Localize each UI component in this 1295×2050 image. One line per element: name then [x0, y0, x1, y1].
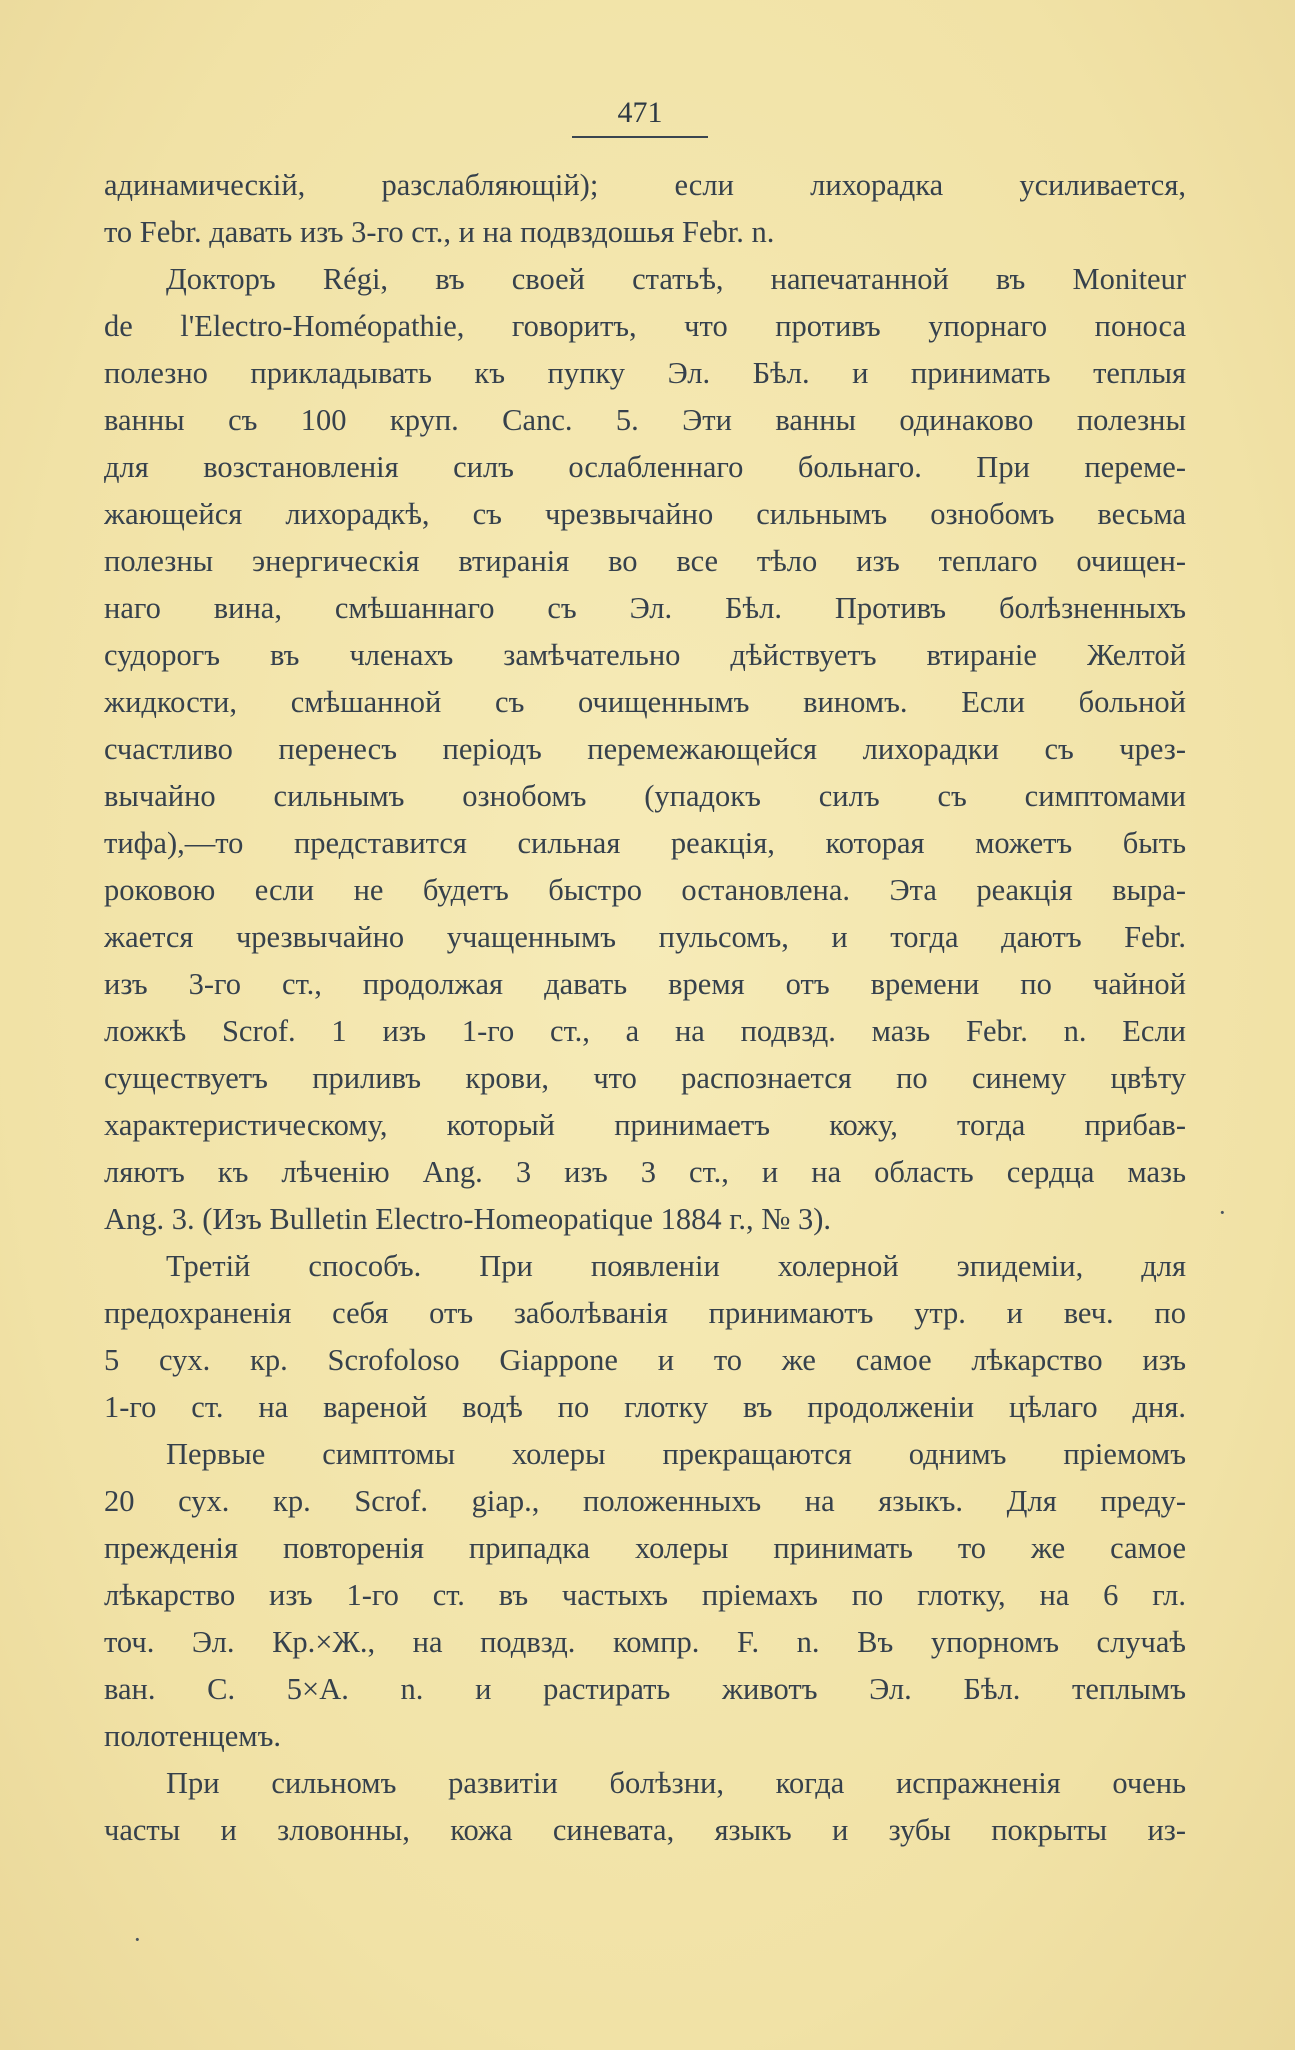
- text-line: полезно прикладывать къ пупку Эл. Бѣл. и принимать теплыя: [104, 356, 1186, 390]
- text-line: изъ 3-го ст., продолжая давать время отъ времени по чайной: [104, 967, 1186, 1001]
- text-line: Третій способъ. При появленіи холерной эпидеміи, для: [166, 1249, 1186, 1283]
- text-line: прежденія повторенія припадка холеры принимать то же самое: [104, 1531, 1186, 1565]
- text-line: то Febr. давать изъ 3-го ст., и на подвздошья Febr. n.: [104, 215, 775, 249]
- text-line: роковою если не будетъ быстро остановлена. Эта реакція выра-: [104, 873, 1186, 907]
- text-line: лѣкарство изъ 1-го ст. въ частыхъ пріемахъ по глотку, на 6 гл.: [104, 1578, 1186, 1612]
- text-line: точ. Эл. Кр.×Ж., на подвзд. компр. F. n. Въ упорномъ случаѣ: [104, 1625, 1186, 1659]
- text-line: 1-го ст. на вареной водѣ по глотку въ продолженіи цѣлаго дня.: [104, 1390, 1186, 1424]
- text-line: Ang. 3. (Изъ Bulletin Electro-Homeopatique 1884 г., № 3).: [104, 1202, 832, 1236]
- text-line: ляютъ къ лѣченію Ang. 3 изъ 3 ст., и на область сердца мазь: [104, 1155, 1186, 1189]
- text-line: ванны съ 100 круп. Canc. 5. Эти ванны одинаково полезны: [104, 403, 1186, 437]
- text-line: наго вина, смѣшаннаго съ Эл. Бѣл. Противъ болѣзненныхъ: [104, 591, 1186, 625]
- text-line: судорогъ въ членахъ замѣчательно дѣйствуетъ втираніе Желтой: [104, 638, 1186, 672]
- text-line: вычайно сильнымъ ознобомъ (упадокъ силъ съ симптомами: [104, 779, 1186, 813]
- text-line: часты и зловонны, кожа синевата, языкъ и зубы покрыты из-: [104, 1813, 1186, 1847]
- margin-dot: ·: [1218, 1198, 1227, 1227]
- page-number: 471: [617, 96, 663, 129]
- text-line: счастливо перенесъ періодъ перемежающейся лихорадки съ чрез-: [104, 732, 1186, 766]
- text-line: ван. C. 5×A. n. и растирать животъ Эл. Бѣл. теплымъ: [104, 1672, 1186, 1706]
- text-line: 5 сух. кр. Scrofoloso Giappone и то же самое лѣкарство изъ: [104, 1343, 1186, 1377]
- text-line: характеристическому, который принимаетъ кожу, тогда прибав-: [104, 1108, 1186, 1142]
- text-line: Докторъ Régi, въ своей статьѣ, напечатанной въ Moniteur: [166, 262, 1186, 296]
- text-line: ложкѣ Scrof. 1 изъ 1-го ст., а на подвзд. мазь Febr. n. Если: [104, 1014, 1186, 1048]
- text-line: существуетъ приливъ крови, что распознается по синему цвѣту: [104, 1061, 1186, 1095]
- text-line: жается чрезвычайно учащеннымъ пульсомъ, и тогда даютъ Febr.: [104, 920, 1186, 954]
- text-line: жающейся лихорадкѣ, съ чрезвычайно сильнымъ ознобомъ весьма: [104, 497, 1186, 531]
- text-line: Первые симптомы холеры прекращаются однимъ пріемомъ: [166, 1437, 1186, 1471]
- text-line: адинамическій, разслабляющій); если лихорадка усиливается,: [104, 168, 1186, 202]
- text-line: de l'Electro-Homéopathie, говоритъ, что противъ упорнаго поноса: [104, 309, 1186, 343]
- text-line: для возстановленія силъ ослабленнаго больнаго. При переме-: [104, 450, 1186, 484]
- text-line: При сильномъ развитіи болѣзни, когда испражненія очень: [166, 1766, 1186, 1800]
- text-line: предохраненія себя отъ заболѣванія принимаютъ утр. и веч. по: [104, 1296, 1186, 1330]
- text-line: жидкости, смѣшанной съ очищеннымъ виномъ. Если больной: [104, 685, 1186, 719]
- text-line: полотенцемъ.: [104, 1719, 281, 1753]
- body-text: [104, 162, 1186, 1854]
- page-number-rule: [572, 136, 708, 138]
- text-line: 20 сух. кр. Scrof. giap., положенныхъ на языкъ. Для преду-: [104, 1484, 1186, 1518]
- text-line: тифа),—то представится сильная реакція, которая можетъ быть: [104, 826, 1186, 860]
- margin-dot: ·: [133, 1925, 142, 1954]
- text-line: полезны энергическія втиранія во все тѣло изъ теплаго очищен-: [104, 544, 1186, 578]
